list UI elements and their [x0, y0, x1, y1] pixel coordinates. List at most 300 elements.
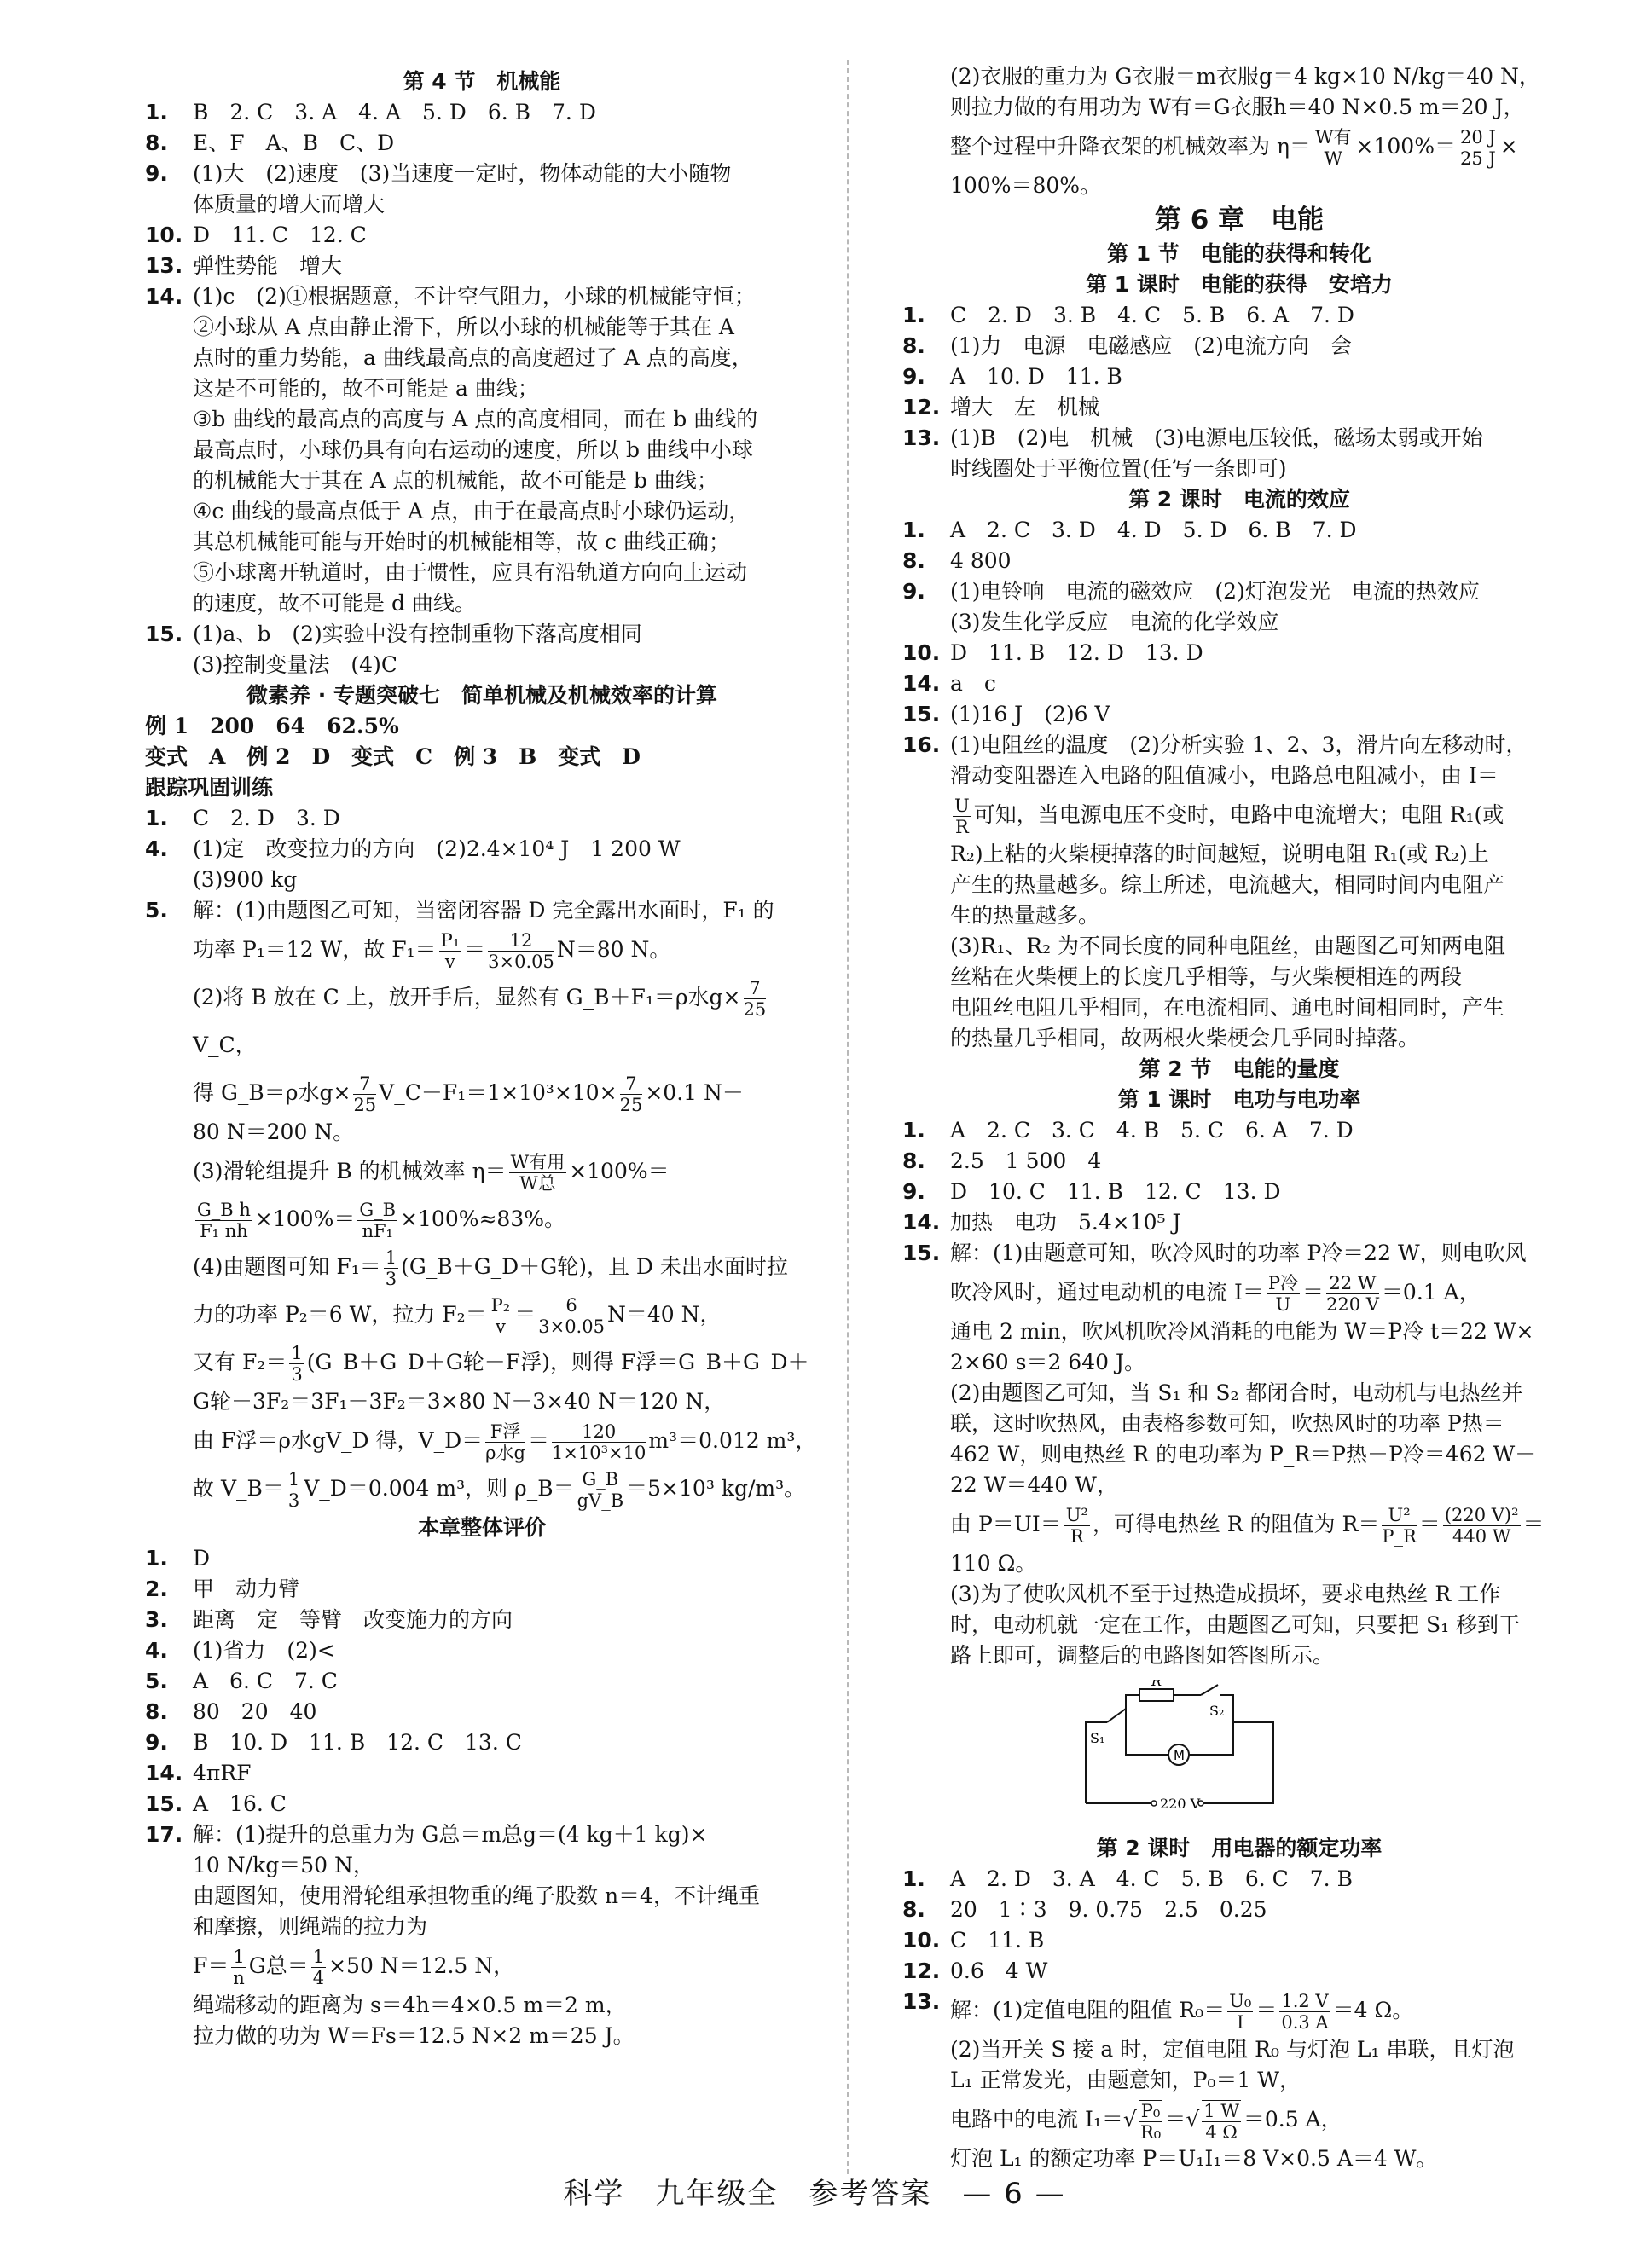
solution-line: 生的热量越多。: [950, 903, 1100, 928]
answer-text: 4 800: [950, 548, 1012, 573]
answer-text: 时线圈处于平衡位置(任写一条即可): [950, 456, 1287, 481]
answer-text: (3)900 kg: [193, 867, 298, 892]
chapter-title: 第 6 章 电能: [1154, 205, 1325, 235]
circuit-wire: [1107, 1709, 1126, 1722]
question-number: 8.: [902, 1897, 925, 1922]
answer-text: D 11. B 12. D 13. D: [950, 640, 1203, 665]
answer-text: ②小球从 A 点由静止滑下，所以小球的机械能等于其在 A: [193, 315, 734, 339]
answer-text: 点时的重力势能，a 曲线最高点的高度超过了 A 点的高度，: [193, 345, 753, 370]
answer-item: [145, 1635, 819, 1666]
switch-s1-label: S₁: [1090, 1730, 1105, 1746]
text: 又有 F₂＝: [193, 1350, 287, 1374]
solution-line: [193, 1243, 819, 1291]
text: N＝80 N。: [556, 937, 671, 962]
circuit-diagram: [1073, 1680, 1295, 1816]
numerator: U₀: [1229, 1991, 1252, 2011]
text: ＝: [1418, 1512, 1441, 1536]
answer-text: (1)c (2)①根据题意，不计空气阻力，小球的机械能守恒；: [193, 284, 756, 309]
question-number: 9.: [145, 1730, 168, 1755]
answer-item: [902, 423, 1576, 454]
question-number: [145, 435, 193, 466]
text: 由 F浮＝ρ水gV_D 得，V_D＝: [193, 1428, 484, 1453]
answer-list: [145, 803, 819, 895]
denominator: I: [1237, 2012, 1244, 2033]
answer-text: 最高点时，小球仍具有向右运动的速度，所以 b 曲线中小球: [193, 437, 753, 462]
text: V_C，: [193, 1033, 257, 1057]
answer-item: [145, 865, 819, 895]
lesson-title: 第 1 课时 电能的获得 安培力: [1086, 272, 1393, 297]
question-number: [145, 496, 193, 527]
answer-item: [145, 619, 819, 650]
question-number: 13.: [902, 1989, 941, 2014]
question-number: 14.: [145, 284, 183, 309]
answer-text: 加热 电功 5.4×10⁵ J: [950, 1210, 1181, 1235]
answer-text: D 11. C 12. C: [193, 223, 367, 247]
denominator: nF₁: [362, 1221, 393, 1241]
fraction: [1458, 127, 1498, 169]
answer-item: [902, 1146, 1576, 1177]
text: ×100%＝: [569, 1159, 670, 1183]
numerator: (220 V)²: [1444, 1505, 1519, 1525]
fraction: [289, 1343, 304, 1385]
numerator: 12: [488, 930, 554, 952]
question-number: [145, 650, 193, 680]
answer-text: 2.5 1 500 4: [950, 1148, 1102, 1173]
solution-line: [950, 791, 1576, 839]
numerator: 120: [552, 1421, 646, 1443]
answer-item: [145, 435, 819, 466]
denominator: 3: [291, 1364, 303, 1385]
numerator: 1: [287, 1469, 300, 1490]
text: V_C－F₁＝1×10³×10×: [379, 1080, 617, 1105]
answer-item: [902, 1207, 1576, 1238]
question-number: 15.: [902, 702, 941, 726]
numerator: P₁: [440, 930, 461, 951]
numerator: 7: [353, 1073, 376, 1095]
denominator: 4 Ω: [1205, 2121, 1238, 2143]
fraction: [439, 930, 462, 972]
answer-item: [902, 638, 1576, 668]
solution-line: 通电 2 min，吹风机吹冷风消耗的电能为 W＝P冷 t＝22 W×: [950, 1319, 1534, 1344]
answer-text: ⑤小球离开轨道时，由于惯性，应具有沿轨道方向向上运动: [193, 560, 748, 585]
solution-line: 由题图知，使用滑轮组承担物重的绳子股数 n＝4，不计绳重: [193, 1883, 760, 1908]
fraction: [552, 1421, 646, 1463]
question-number: 5.: [145, 898, 168, 923]
answer-item: [145, 220, 819, 251]
denominator: 3: [385, 1269, 397, 1289]
question-number: 9.: [902, 364, 925, 389]
denominator: W总: [519, 1173, 556, 1194]
text: (G_B＋G_D＋G轮)，且 D 未出水面时拉: [401, 1254, 788, 1279]
denominator: v: [444, 952, 455, 972]
solution-line: (3)为了使吹风机不至于过热造成损坏，要求电热丝 R 工作: [950, 1582, 1501, 1606]
question-number: 5.: [145, 1669, 168, 1693]
solution-line: 和摩擦，则绳端的拉力为: [193, 1914, 428, 1939]
numerator: F浮: [485, 1421, 525, 1443]
solution-line: [950, 123, 1576, 171]
text: 电路中的电流 I₁＝√: [950, 2107, 1137, 2132]
text: V_D＝0.004 m³，则 ρ_B＝: [304, 1476, 575, 1501]
circuit-wire: [1201, 1685, 1218, 1695]
solution-body: [193, 895, 819, 1513]
answer-text: A 2. C 3. C 4. B 5. C 6. A 7. D: [950, 1118, 1354, 1143]
answer-item: [145, 97, 819, 128]
text: ＝: [1301, 1280, 1324, 1305]
solution-line: R₂)上粘的火柴梗掉落的时间越短，说明电阻 R₁(或 R₂)上: [950, 842, 1489, 866]
question-number: 1.: [145, 806, 168, 830]
fraction: [1443, 1505, 1521, 1547]
answer-item: [902, 454, 1576, 484]
answer-text: C 2. D 3. B 4. C 5. B 6. A 7. D: [950, 303, 1354, 327]
question-13: [902, 1987, 1576, 2174]
answer-text: (1)省力 (2)<: [193, 1638, 335, 1663]
question-number: [902, 454, 950, 484]
numerator: 20 J: [1459, 127, 1496, 148]
answer-text: C 11. B: [950, 1928, 1045, 1953]
denominator: 220 V: [1325, 1294, 1379, 1315]
text: 力的功率 P₂＝6 W，拉力 F₂＝: [193, 1302, 487, 1327]
solution-line: 时，电动机就一定在工作，由题图乙可知，只要把 S₁ 移到干: [950, 1612, 1521, 1637]
answer-text: D 10. C 11. B 12. C 13. D: [950, 1179, 1281, 1204]
answer-item: [902, 1895, 1576, 1925]
question-number: 8.: [902, 1148, 925, 1173]
denominator: 3×0.05: [488, 952, 554, 972]
answer-text: B 10. D 11. B 12. C 13. C: [193, 1730, 522, 1755]
question-number: [145, 312, 193, 343]
section-title: 第 4 节 机械能: [403, 69, 561, 94]
answer-item: [902, 362, 1576, 392]
solution-body: [193, 1820, 819, 2051]
answer-item: [145, 159, 819, 189]
fraction: [1202, 2100, 1241, 2143]
answer-text: A 6. C 7. C: [193, 1669, 338, 1693]
resistor-label: R: [1151, 1680, 1162, 1689]
section-title: 第 1 节 电能的获得和转化: [1107, 241, 1371, 266]
answer-text: (1)力 电源 电磁感应 (2)电流方向 会: [950, 333, 1352, 358]
answer-text: A 10. D 11. B: [950, 364, 1122, 389]
fraction: [1313, 127, 1354, 169]
text: 吹冷风时，通过电动机的电流 I＝: [950, 1280, 1264, 1305]
fraction: [231, 1947, 246, 1988]
text: m³＝0.012 m³，: [648, 1428, 817, 1453]
answer-item: [145, 803, 819, 834]
text: 解：(1)定值电阻的阻值 R₀＝: [950, 1998, 1226, 2022]
question-number: 8.: [902, 333, 925, 358]
circuit-wire: [1126, 1722, 1168, 1755]
lesson-title: 第 2 课时 用电器的额定功率: [1096, 1836, 1383, 1860]
answer-text: (1)电铃响 电流的磁效应 (2)灯泡发光 电流的热效应: [950, 579, 1480, 604]
answer-list: [902, 515, 1576, 730]
fraction: [1279, 1991, 1330, 2033]
denominator: 4: [312, 1968, 325, 1988]
numerator: G_B: [577, 1469, 624, 1490]
answer-item: [145, 650, 819, 680]
text: ×0.1 N－: [645, 1080, 744, 1105]
solution-line: [950, 1987, 1576, 2034]
numerator: P冷: [1267, 1273, 1298, 1293]
question-number: 15.: [145, 622, 183, 646]
question-number: 8.: [145, 130, 168, 155]
numerator: W有: [1314, 127, 1352, 148]
text: ×100%＝: [1355, 134, 1456, 159]
solution-line: 绳端移动的距离为 s＝4h＝4×0.5 m＝2 m，: [193, 1993, 627, 2017]
numerator: W有用: [510, 1152, 565, 1172]
fraction: [353, 1073, 376, 1115]
resistor-symbol: [1139, 1689, 1174, 1701]
answer-text: D: [193, 1546, 211, 1571]
denominator: 25: [353, 1095, 377, 1115]
solution-line: 灯泡 L₁ 的额定功率 P＝U₁I₁＝8 V×0.5 A＝4 W。: [950, 2146, 1438, 2171]
text: ＝: [464, 937, 486, 962]
solution-line: [193, 1195, 819, 1243]
answer-item: [145, 466, 819, 496]
denominator: F₁ nh: [200, 1221, 248, 1241]
answer-item: [902, 607, 1576, 638]
question-number: 14.: [902, 671, 941, 696]
denominator: U: [1275, 1294, 1291, 1315]
solution-line: 联，这时吹热风，由表格参数可知，吹热风时的功率 P热＝: [950, 1411, 1504, 1436]
fraction: [1139, 2100, 1162, 2143]
solution-line: [193, 1417, 819, 1465]
denominator: R: [1070, 1526, 1084, 1547]
question-number: 15.: [145, 1791, 183, 1816]
question-number: 10.: [145, 223, 183, 247]
numerator: 1: [291, 1343, 303, 1363]
denominator: 440 W: [1452, 1526, 1511, 1547]
answer-item: [902, 576, 1576, 607]
section-title: 本章整体评价: [417, 1515, 546, 1540]
solution-line: (1)电阻丝的温度 (2)分析实验 1、2、3，滑片向左移动时，: [950, 732, 1528, 757]
denominator: v: [496, 1316, 506, 1337]
answer-text: B 2. C 3. A 4. A 5. D 6. B 7. D: [193, 100, 596, 124]
text: 整个过程中升降衣架的机械效率为 η＝: [950, 134, 1311, 159]
answer-text: 甲 动力臂: [193, 1577, 300, 1601]
track-title: 跟踪巩固训练: [145, 775, 274, 800]
answer-list: [145, 1543, 819, 1820]
question-number: 15.: [902, 1241, 941, 1265]
text: ＝4 Ω。: [1332, 1998, 1414, 2022]
question-number: [145, 466, 193, 496]
question-number: 1.: [902, 518, 925, 542]
text: ＝0.1 A，: [1381, 1280, 1481, 1305]
solution-body: [950, 1238, 1576, 1671]
numerator: G_B h: [197, 1200, 251, 1220]
solution-line: [950, 2096, 1576, 2144]
fraction: [953, 796, 971, 837]
fraction: [357, 1200, 397, 1241]
answer-text: 4πRF: [193, 1761, 252, 1785]
denominator: P_R: [1382, 1526, 1417, 1547]
fraction: [577, 1469, 624, 1511]
solution-body: [950, 730, 1576, 1054]
denominator: 25: [743, 999, 767, 1020]
question-number: 13.: [902, 425, 941, 450]
denominator: R₀: [1139, 2121, 1162, 2143]
question-16: [902, 730, 1576, 1054]
solution-line: (3)R₁、R₂ 为不同长度的同种电阻丝，由题图乙可知两电阻: [950, 934, 1506, 958]
text: (2)将 B 放在 C 上，放开手后，显然有 G_B＋F₁＝ρ水g×: [193, 985, 741, 1010]
answer-text: (1)定 改变拉力的方向 (2)2.4×10⁴ J 1 200 W: [193, 836, 681, 861]
numerator: 1 W: [1203, 2100, 1239, 2121]
answer-item: [145, 1789, 819, 1820]
text: 可知，当电源电压不变时，电路中电流增大；电阻 R₁(或: [973, 802, 1504, 827]
numerator: P₂: [490, 1295, 511, 1316]
answer-item: [145, 373, 819, 404]
denominator: 3×0.05: [538, 1316, 605, 1337]
question-number: 16.: [902, 732, 941, 757]
question-number: 4.: [145, 836, 168, 861]
answer-item: [145, 1666, 819, 1697]
solution-line: 80 N＝200 N。: [193, 1120, 355, 1144]
solution-line: 滑动变阻器连入电路的阻值减小，电路总电阻减小，由 I＝: [950, 763, 1499, 788]
fraction: [384, 1247, 398, 1289]
question-number: 1.: [145, 1546, 168, 1571]
numerator: 1.2 V: [1281, 1991, 1329, 2011]
answer-item: [902, 546, 1576, 576]
question-number: 13.: [145, 253, 183, 278]
answer-item: [902, 1864, 1576, 1895]
answer-text: (1)B (2)电 机械 (3)电源电压较低，磁场太弱或开始: [950, 425, 1483, 450]
circuit-wire: [1126, 1695, 1139, 1722]
answer-text: a c: [950, 671, 996, 696]
fraction: [620, 1073, 643, 1115]
solution-line: 则拉力做的有用功为 W有＝G衣服h＝40 N×0.5 m＝20 J，: [950, 95, 1525, 119]
solution-line: [950, 1269, 1576, 1316]
answer-text: 增大 左 机械: [950, 395, 1100, 419]
numerator: U²: [1065, 1505, 1088, 1525]
answer-item: [145, 1758, 819, 1789]
example-line: 例 1 200 64 62.5%: [145, 714, 399, 738]
denominator: 25 J: [1459, 148, 1496, 169]
question-number: 12.: [902, 1958, 941, 1983]
answer-list: [902, 300, 1576, 484]
solution-line: 22 W＝440 W，: [950, 1472, 1118, 1497]
fraction: [538, 1295, 605, 1337]
fraction: [509, 1152, 567, 1194]
question-number: 12.: [902, 395, 941, 419]
denominator: W: [1324, 148, 1343, 169]
question-17: [145, 1820, 819, 2051]
answer-item: [145, 1574, 819, 1605]
text: 故 V_B＝: [193, 1476, 284, 1501]
question-number: 8.: [145, 1699, 168, 1724]
text: ＝: [514, 1302, 536, 1327]
numerator: 1: [233, 1947, 245, 1967]
fraction: [1227, 1991, 1253, 2033]
answer-text: 80 20 40: [193, 1699, 317, 1724]
terminal-dot: [1151, 1801, 1157, 1806]
lesson-title: 第 1 课时 电功与电功率: [1117, 1087, 1361, 1112]
solution-line: 丝粘在火柴梗上的长度几乎相等，与火柴梗相连的两段: [950, 964, 1463, 989]
answer-item: [145, 1727, 819, 1758]
question-number: [145, 865, 193, 895]
fraction: [1382, 1505, 1416, 1547]
question-number: [145, 558, 193, 588]
question-15: [902, 1238, 1576, 1671]
margin-dashed-line: [847, 60, 849, 2174]
answer-item: [145, 404, 819, 435]
question-number: 14.: [902, 1210, 941, 1235]
answer-item: [145, 189, 819, 220]
question-number: [145, 373, 193, 404]
text: F＝: [193, 1953, 229, 1978]
solution-line: 10 N/kg＝50 N，: [193, 1853, 374, 1877]
answer-text: 弹性势能 增大: [193, 253, 343, 278]
solution-line: [193, 1069, 819, 1117]
text: ×100%≈83%。: [400, 1206, 565, 1231]
question-number: [145, 404, 193, 435]
answer-text: (1)a、b (2)实验中没有控制重物下落高度相同: [193, 622, 642, 646]
answer-item: [145, 1543, 819, 1574]
answer-item: [902, 1115, 1576, 1146]
text: G总＝: [248, 1953, 309, 1978]
right-column: [902, 61, 1576, 2174]
solution-line: 解：(1)由题意可知，吹冷风时的功率 P冷＝22 W，则电吹风: [950, 1241, 1527, 1265]
text: ×100%＝: [254, 1206, 356, 1231]
denominator: 1×10³×10: [551, 1443, 646, 1463]
question-number: 10.: [902, 640, 941, 665]
solution-line: [193, 1291, 819, 1339]
question-number: 9.: [902, 579, 925, 604]
answer-item: [145, 834, 819, 865]
denominator: ρ水g: [485, 1443, 525, 1463]
question-number: 4.: [145, 1638, 168, 1663]
circuit-wire: [1189, 1722, 1273, 1803]
answer-text: 距离 定 等臂 改变施力的方向: [193, 1607, 513, 1632]
question-number: [145, 527, 193, 558]
solution-line: 解：(1)由题图乙可知，当密闭容器 D 完全露出水面时，F₁ 的: [193, 898, 774, 923]
question-number: 1.: [902, 1118, 925, 1143]
question-number: 9.: [145, 161, 168, 186]
solution-body: [950, 1987, 1576, 2174]
answer-item: [145, 558, 819, 588]
question-number: 14.: [145, 1761, 183, 1785]
answer-item: [145, 588, 819, 619]
answer-text: 的速度，故不可能是 d 曲线。: [193, 591, 476, 616]
solution-line: 2×60 s＝2 640 J。: [950, 1350, 1145, 1374]
solution-line: 100%＝80%。: [950, 173, 1102, 198]
text: (4)由题图可知 F₁＝: [193, 1254, 381, 1279]
text: ×: [1499, 134, 1518, 159]
numerator: 6: [538, 1295, 605, 1316]
answer-item: [145, 527, 819, 558]
answer-item: [902, 300, 1576, 331]
question-number: 2.: [145, 1577, 168, 1601]
continued-solution: [902, 61, 1576, 201]
section-title: 第 2 节 电能的量度: [1139, 1056, 1340, 1081]
answer-text: 这是不可能的，故不可能是 a 曲线；: [193, 376, 539, 401]
solution-line: G轮－3F₂＝3F₁－3F₂＝3×80 N－3×40 N＝120 N，: [193, 1389, 726, 1414]
question-5: [145, 895, 819, 1513]
answer-item: [145, 281, 819, 312]
voltage-label: 220 V: [1160, 1796, 1201, 1812]
answer-text: (1)16 J (2)6 V: [950, 702, 1110, 726]
answer-item: [145, 1697, 819, 1727]
answer-text: 的机械能大于其在 A 点的机械能，故不可能是 b 曲线；: [193, 468, 718, 493]
text: ＝: [1255, 1998, 1278, 2022]
question-number: 10.: [902, 1928, 941, 1953]
solution-line: 拉力做的功为 W＝Fs＝12.5 N×2 m＝25 J。: [193, 2023, 635, 2048]
fraction: [488, 930, 554, 972]
denominator: R: [954, 817, 969, 837]
fraction: [311, 1947, 326, 1988]
left-column: [145, 67, 819, 2051]
motor-label: M: [1174, 1748, 1185, 1763]
solution-line: 路上即可，调整后的电路图如答图所示。: [950, 1643, 1335, 1668]
answer-item: [145, 312, 819, 343]
solution-line: [193, 1148, 819, 1195]
numerator: U²: [1382, 1505, 1416, 1526]
